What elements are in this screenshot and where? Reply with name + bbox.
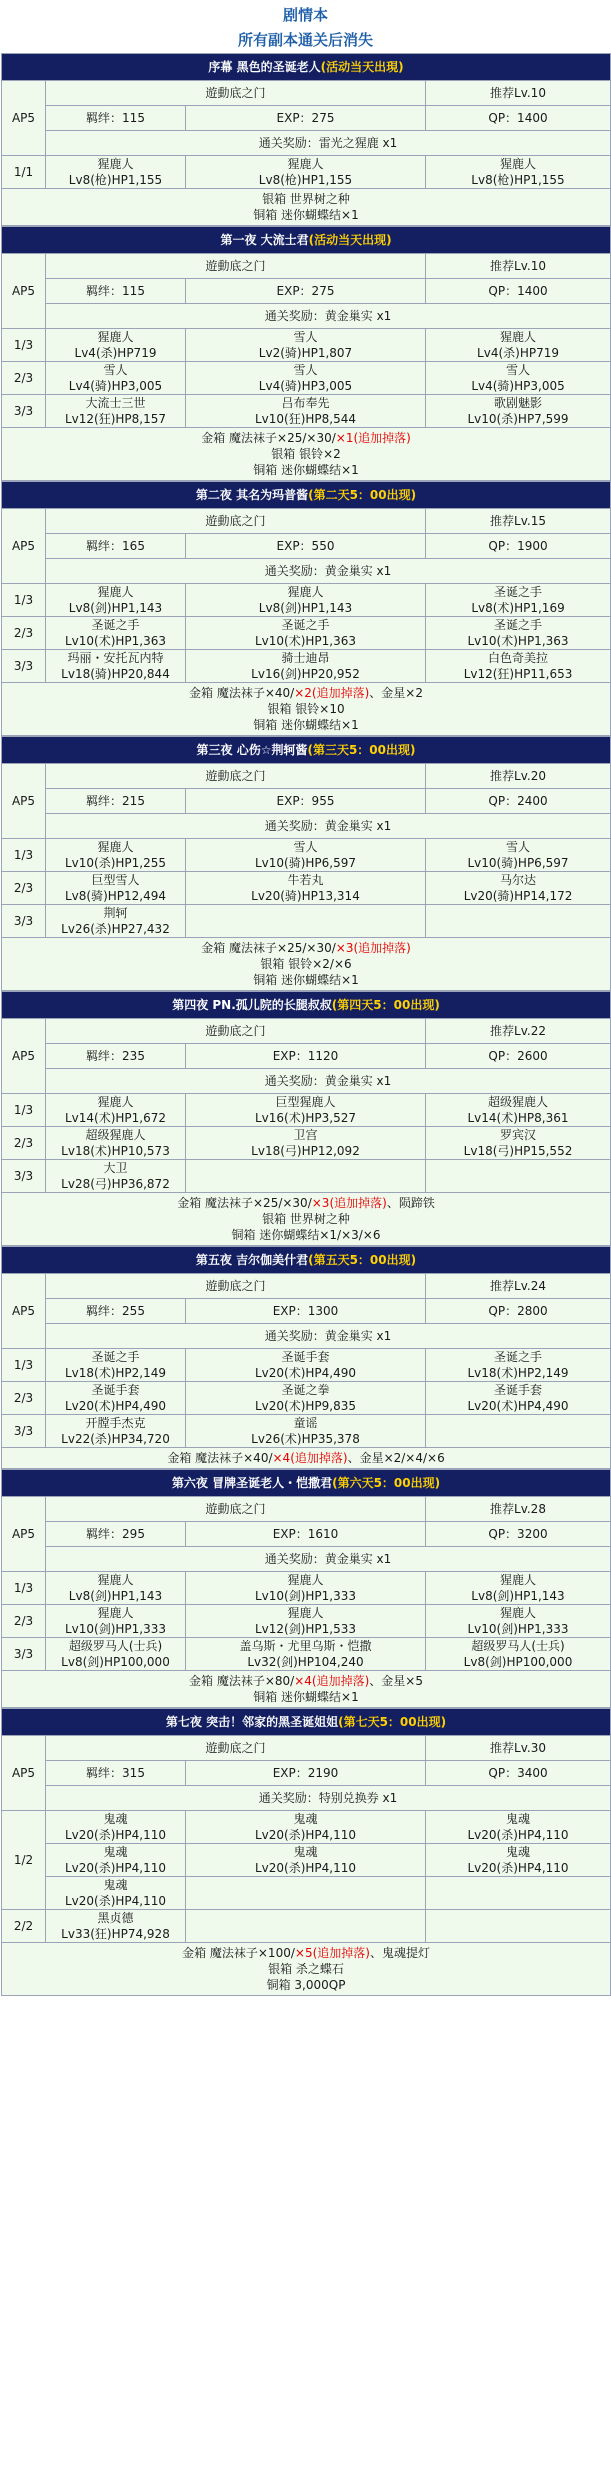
enemy-cell: 雪人 Lv4(骑)HP3,005 bbox=[186, 362, 426, 395]
enemy-cell: 鬼魂 Lv20(杀)HP4,110 bbox=[186, 1844, 426, 1877]
exp-points: EXP：2190 bbox=[186, 1761, 426, 1786]
enemy-cell: 圣诞之手 Lv10(术)HP1,363 bbox=[186, 617, 426, 650]
enemy-cell: 雪人 Lv4(骑)HP3,005 bbox=[46, 362, 186, 395]
exp-points: EXP：1120 bbox=[186, 1044, 426, 1069]
clear-reward: 通关奖励：黄金巢实 x1 bbox=[46, 304, 611, 329]
wave-label: 1/2 bbox=[2, 1811, 46, 1910]
wave-label: 2/3 bbox=[2, 1605, 46, 1638]
enemy-cell: 罗宾汉 Lv18(弓)HP15,552 bbox=[426, 1127, 611, 1160]
enemy-cell bbox=[186, 905, 426, 938]
enemy-cell: 吕布奉先 Lv10(狂)HP8,544 bbox=[186, 395, 426, 428]
enemy-cell: 鬼魂 Lv20(杀)HP4,110 bbox=[46, 1844, 186, 1877]
enemy-cell: 猩鹿人 Lv12(剑)HP1,533 bbox=[186, 1605, 426, 1638]
drop-list: 金箱 魔法袜子×25/×30/×3(追加掉落) 银箱 银铃×2/×6 铜箱 迷你蝴蝶结×1 bbox=[2, 938, 611, 991]
enemy-cell: 猩鹿人 Lv10(剑)HP1,333 bbox=[426, 1605, 611, 1638]
enemy-cell: 猩鹿人 Lv8(枪)HP1,155 bbox=[426, 156, 611, 189]
recommended-level: 推荐Lv.10 bbox=[426, 81, 611, 106]
enemy-cell: 圣诞之手 Lv10(术)HP1,363 bbox=[46, 617, 186, 650]
quest-title: 第五夜 吉尔伽美什君(第五天5：00出现) bbox=[2, 1247, 611, 1274]
enemy-cell: 雪人 Lv10(骑)HP6,597 bbox=[186, 839, 426, 872]
ap-cost: AP5 bbox=[2, 254, 46, 329]
enemy-cell: 猩鹿人 Lv4(杀)HP719 bbox=[46, 329, 186, 362]
enemy-cell: 猩鹿人 Lv10(剑)HP1,333 bbox=[46, 1605, 186, 1638]
enemy-cell: 玛丽・安托瓦内特 Lv18(骑)HP20,844 bbox=[46, 650, 186, 683]
recommended-level: 推荐Lv.24 bbox=[426, 1274, 611, 1299]
ap-cost: AP5 bbox=[2, 1274, 46, 1349]
qp-reward: QP：1400 bbox=[426, 106, 611, 131]
enemy-cell: 荆轲 Lv26(杀)HP27,432 bbox=[46, 905, 186, 938]
enemy-cell: 猩鹿人 Lv14(术)HP1,672 bbox=[46, 1094, 186, 1127]
enemy-cell bbox=[426, 1910, 611, 1943]
bond-points: 羁绊：315 bbox=[46, 1761, 186, 1786]
quest-title: 第三夜 心伤☆荆轲酱(第三天5：00出现) bbox=[2, 737, 611, 764]
clear-reward: 通关奖励：黄金巢实 x1 bbox=[46, 1069, 611, 1094]
quest-table bbox=[1, 736, 611, 991]
recommended-level: 推荐Lv.10 bbox=[426, 254, 611, 279]
exp-points: EXP：1300 bbox=[186, 1299, 426, 1324]
enemy-cell: 巨型雪人 Lv8(骑)HP12,494 bbox=[46, 872, 186, 905]
wave-label: 1/3 bbox=[2, 329, 46, 362]
quest-location: 遊動底之门 bbox=[46, 81, 426, 106]
wave-label: 2/3 bbox=[2, 1382, 46, 1415]
recommended-level: 推荐Lv.15 bbox=[426, 509, 611, 534]
wave-label: 2/2 bbox=[2, 1910, 46, 1943]
bond-points: 羁绊：215 bbox=[46, 789, 186, 814]
drop-list: 银箱 世界树之种 铜箱 迷你蝴蝶结×1 bbox=[2, 189, 611, 226]
bond-points: 羁绊：115 bbox=[46, 106, 186, 131]
bond-points: 羁绊：295 bbox=[46, 1522, 186, 1547]
enemy-cell: 鬼魂 Lv20(杀)HP4,110 bbox=[46, 1811, 186, 1844]
quest-title: 第七夜 突击！邻家的黑圣诞姐姐(第七天5：00出现) bbox=[2, 1709, 611, 1736]
exp-points: EXP：955 bbox=[186, 789, 426, 814]
drop-list: 金箱 魔法袜子×25/×30/×3(追加掉落)、陨蹄铁 银箱 世界树之种 铜箱 迷你蝴蝶结×1/×3/×6 bbox=[2, 1193, 611, 1246]
recommended-level: 推荐Lv.28 bbox=[426, 1497, 611, 1522]
enemy-cell: 猩鹿人 Lv8(剑)HP1,143 bbox=[46, 1572, 186, 1605]
qp-reward: QP：2400 bbox=[426, 789, 611, 814]
qp-reward: QP：3400 bbox=[426, 1761, 611, 1786]
quest-sections bbox=[1, 53, 610, 1996]
ap-cost: AP5 bbox=[2, 1019, 46, 1094]
exp-points: EXP：275 bbox=[186, 106, 426, 131]
drop-list: 金箱 魔法袜子×25/×30/×1(追加掉落) 银箱 银铃×2 铜箱 迷你蝴蝶结×1 bbox=[2, 428, 611, 481]
ap-cost: AP5 bbox=[2, 1497, 46, 1572]
wave-label: 1/3 bbox=[2, 584, 46, 617]
enemy-cell: 猩鹿人 Lv10(杀)HP1,255 bbox=[46, 839, 186, 872]
page-subtitle: 所有副本通关后消失 bbox=[237, 31, 373, 49]
exp-points: EXP：550 bbox=[186, 534, 426, 559]
enemy-cell: 超级猩鹿人 Lv14(术)HP8,361 bbox=[426, 1094, 611, 1127]
enemy-cell bbox=[186, 1877, 426, 1910]
enemy-cell: 超级罗马人(士兵) Lv8(剑)HP100,000 bbox=[426, 1638, 611, 1671]
bond-points: 羁绊：255 bbox=[46, 1299, 186, 1324]
enemy-cell: 超级罗马人(士兵) Lv8(剑)HP100,000 bbox=[46, 1638, 186, 1671]
enemy-cell: 雪人 Lv10(骑)HP6,597 bbox=[426, 839, 611, 872]
wave-label: 2/3 bbox=[2, 362, 46, 395]
ap-cost: AP5 bbox=[2, 509, 46, 584]
wave-label: 3/3 bbox=[2, 1415, 46, 1448]
drop-list: 金箱 魔法袜子×40/×4(追加掉落)、金星×2/×4/×6 bbox=[2, 1448, 611, 1469]
enemy-cell: 猩鹿人 Lv10(剑)HP1,333 bbox=[186, 1572, 426, 1605]
qp-reward: QP：2800 bbox=[426, 1299, 611, 1324]
enemy-cell: 黑贞德 Lv33(狂)HP74,928 bbox=[46, 1910, 186, 1943]
quest-location: 遊動底之门 bbox=[46, 1497, 426, 1522]
enemy-cell: 猩鹿人 Lv8(枪)HP1,155 bbox=[186, 156, 426, 189]
quest-title: 第二夜 其名为玛普酱(第二天5：00出现) bbox=[2, 482, 611, 509]
clear-reward: 通关奖励：黄金巢实 x1 bbox=[46, 1324, 611, 1349]
enemy-cell bbox=[426, 1415, 611, 1448]
enemy-cell: 圣诞之手 Lv10(术)HP1,363 bbox=[426, 617, 611, 650]
wave-label: 3/3 bbox=[2, 1160, 46, 1193]
quest-location: 遊動底之门 bbox=[46, 764, 426, 789]
ap-cost: AP5 bbox=[2, 764, 46, 839]
wave-label: 3/3 bbox=[2, 650, 46, 683]
quest-table bbox=[1, 481, 611, 736]
enemy-cell: 鬼魂 Lv20(杀)HP4,110 bbox=[186, 1811, 426, 1844]
wave-label: 2/3 bbox=[2, 1127, 46, 1160]
enemy-cell: 雪人 Lv4(骑)HP3,005 bbox=[426, 362, 611, 395]
enemy-cell: 鬼魂 Lv20(杀)HP4,110 bbox=[426, 1811, 611, 1844]
qp-reward: QP：3200 bbox=[426, 1522, 611, 1547]
quest-location: 遊動底之门 bbox=[46, 1274, 426, 1299]
recommended-level: 推荐Lv.30 bbox=[426, 1736, 611, 1761]
clear-reward: 通关奖励：黄金巢实 x1 bbox=[46, 814, 611, 839]
enemy-cell: 白色奇美拉 Lv12(狂)HP11,653 bbox=[426, 650, 611, 683]
enemy-cell: 猩鹿人 Lv4(杀)HP719 bbox=[426, 329, 611, 362]
enemy-cell: 猩鹿人 Lv8(剑)HP1,143 bbox=[426, 1572, 611, 1605]
quest-title: 第四夜 PN.孤儿院的长腿叔叔(第四天5：00出现) bbox=[2, 992, 611, 1019]
qp-reward: QP：2600 bbox=[426, 1044, 611, 1069]
quest-table bbox=[1, 1708, 611, 1996]
wave-label: 1/3 bbox=[2, 1094, 46, 1127]
bond-points: 羁绊：165 bbox=[46, 534, 186, 559]
enemy-cell: 圣诞之手 Lv18(术)HP2,149 bbox=[46, 1349, 186, 1382]
quest-table bbox=[1, 226, 611, 481]
enemy-cell: 童谣 Lv26(术)HP35,378 bbox=[186, 1415, 426, 1448]
bond-points: 羁绊：235 bbox=[46, 1044, 186, 1069]
enemy-cell: 盖乌斯・尤里乌斯・恺撒 Lv32(剑)HP104,240 bbox=[186, 1638, 426, 1671]
enemy-cell: 鬼魂 Lv20(杀)HP4,110 bbox=[46, 1877, 186, 1910]
qp-reward: QP：1400 bbox=[426, 279, 611, 304]
enemy-cell: 马尔达 Lv20(骑)HP14,172 bbox=[426, 872, 611, 905]
recommended-level: 推荐Lv.22 bbox=[426, 1019, 611, 1044]
enemy-cell: 卫宫 Lv18(弓)HP12,092 bbox=[186, 1127, 426, 1160]
wave-label: 3/3 bbox=[2, 395, 46, 428]
quest-location: 遊動底之门 bbox=[46, 509, 426, 534]
drop-list: 金箱 魔法袜子×40/×2(追加掉落)、金星×2 银箱 银铃×10 铜箱 迷你蝴蝶结×1 bbox=[2, 683, 611, 736]
exp-points: EXP：1610 bbox=[186, 1522, 426, 1547]
qp-reward: QP：1900 bbox=[426, 534, 611, 559]
page-header bbox=[1, 0, 610, 53]
enemy-cell: 猩鹿人 Lv8(枪)HP1,155 bbox=[46, 156, 186, 189]
quest-title: 序幕 黑色的圣诞老人(活动当天出現) bbox=[2, 54, 611, 81]
wave-label: 1/3 bbox=[2, 839, 46, 872]
enemy-cell: 牛若丸 Lv20(骑)HP13,314 bbox=[186, 872, 426, 905]
enemy-cell: 超级猩鹿人 Lv18(术)HP10,573 bbox=[46, 1127, 186, 1160]
quest-table bbox=[1, 1469, 611, 1708]
page-title: 剧情本 bbox=[282, 6, 328, 24]
clear-reward: 通关奖励：黄金巢实 x1 bbox=[46, 1547, 611, 1572]
clear-reward: 通关奖励：特别兑换券 x1 bbox=[46, 1786, 611, 1811]
recommended-level: 推荐Lv.20 bbox=[426, 764, 611, 789]
wave-label: 1/3 bbox=[2, 1349, 46, 1382]
enemy-cell: 猩鹿人 Lv8(剑)HP1,143 bbox=[186, 584, 426, 617]
drop-list: 金箱 魔法袜子×80/×4(追加掉落)、金星×5 铜箱 迷你蝴蝶结×1 bbox=[2, 1671, 611, 1708]
enemy-cell bbox=[426, 1877, 611, 1910]
quest-table bbox=[1, 53, 611, 226]
enemy-cell bbox=[186, 1160, 426, 1193]
clear-reward: 通关奖励：黄金巢实 x1 bbox=[46, 559, 611, 584]
wave-label: 3/3 bbox=[2, 1638, 46, 1671]
enemy-cell: 雪人 Lv2(骑)HP1,807 bbox=[186, 329, 426, 362]
bond-points: 羁绊：115 bbox=[46, 279, 186, 304]
exp-points: EXP：275 bbox=[186, 279, 426, 304]
enemy-cell: 大流士三世 Lv12(狂)HP8,157 bbox=[46, 395, 186, 428]
clear-reward: 通关奖励：雷光之猩鹿 x1 bbox=[46, 131, 611, 156]
enemy-cell: 圣诞之手 Lv18(术)HP2,149 bbox=[426, 1349, 611, 1382]
wave-label: 3/3 bbox=[2, 905, 46, 938]
enemy-cell: 开膛手杰克 Lv22(杀)HP34,720 bbox=[46, 1415, 186, 1448]
enemy-cell: 圣诞手套 Lv20(术)HP4,490 bbox=[186, 1349, 426, 1382]
wave-label: 2/3 bbox=[2, 872, 46, 905]
enemy-cell: 圣诞手套 Lv20(术)HP4,490 bbox=[46, 1382, 186, 1415]
ap-cost: AP5 bbox=[2, 81, 46, 156]
wave-label: 1/3 bbox=[2, 1572, 46, 1605]
enemy-cell: 骑士迪昂 Lv16(剑)HP20,952 bbox=[186, 650, 426, 683]
wave-label: 1/1 bbox=[2, 156, 46, 189]
enemy-cell: 猩鹿人 Lv8(剑)HP1,143 bbox=[46, 584, 186, 617]
quest-location: 遊動底之门 bbox=[46, 254, 426, 279]
enemy-cell: 巨型猩鹿人 Lv16(术)HP3,527 bbox=[186, 1094, 426, 1127]
enemy-cell bbox=[186, 1910, 426, 1943]
quest-title: 第一夜 大流士君(活动当天出现) bbox=[2, 227, 611, 254]
ap-cost: AP5 bbox=[2, 1736, 46, 1811]
quest-table bbox=[1, 1246, 611, 1469]
enemy-cell: 圣诞之拳 Lv20(术)HP9,835 bbox=[186, 1382, 426, 1415]
quest-location: 遊動底之门 bbox=[46, 1019, 426, 1044]
enemy-cell: 鬼魂 Lv20(杀)HP4,110 bbox=[426, 1844, 611, 1877]
quest-location: 遊動底之门 bbox=[46, 1736, 426, 1761]
wave-label: 2/3 bbox=[2, 617, 46, 650]
drop-list: 金箱 魔法袜子×100/×5(追加掉落)、鬼魂提灯 银箱 杀之蝶石 铜箱 3,000QP bbox=[2, 1943, 611, 1996]
enemy-cell bbox=[426, 905, 611, 938]
enemy-cell: 歌剧魅影 Lv10(杀)HP7,599 bbox=[426, 395, 611, 428]
enemy-cell: 圣诞手套 Lv20(术)HP4,490 bbox=[426, 1382, 611, 1415]
quest-table bbox=[1, 991, 611, 1246]
enemy-cell: 圣诞之手 Lv8(术)HP1,169 bbox=[426, 584, 611, 617]
enemy-cell: 大卫 Lv28(弓)HP36,872 bbox=[46, 1160, 186, 1193]
enemy-cell bbox=[426, 1160, 611, 1193]
quest-title: 第六夜 冒牌圣诞老人・恺撒君(第六天5：00出现) bbox=[2, 1470, 611, 1497]
